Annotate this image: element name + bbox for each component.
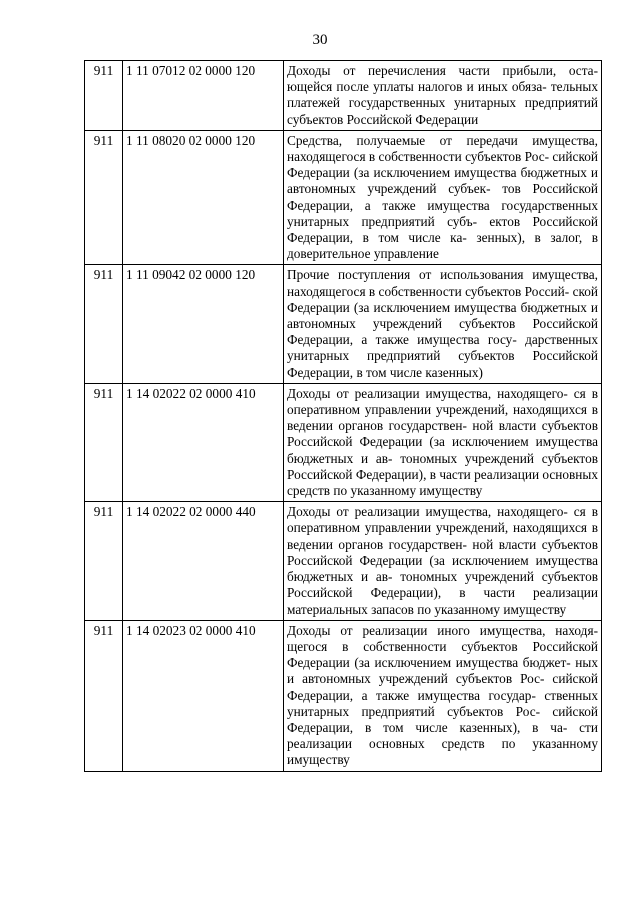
table-row xyxy=(85,265,602,383)
revenue-codes-table xyxy=(84,60,602,772)
description-line: ственных унитарных предприятий субъектов Рос- xyxy=(287,687,598,719)
description-line: тономных учреждений субъектов Российской xyxy=(287,569,598,601)
description-line: находящегося в собственности субъектов Россий- xyxy=(287,283,570,299)
description-line: ектов Российской Федерации, в том числе ка- xyxy=(287,213,598,246)
description-line: зенных), в залог, в доверительное управление xyxy=(287,230,598,262)
description-line: ной власти субъектов Российской Федерации xyxy=(287,536,598,568)
description-line: имуществу xyxy=(287,752,350,768)
description-line: ных и автономных учреждений субъектов Рос- xyxy=(287,655,598,687)
administrator-code-cell: 911 xyxy=(85,61,123,131)
description-line: сийской Федерации (за исключением имущества xyxy=(287,149,598,181)
description-line: (за исключением имущества бюджетных и ав- xyxy=(287,434,599,466)
table-body xyxy=(85,61,602,772)
table-row xyxy=(85,383,602,501)
description-line: ной власти субъектов Российской Федерации xyxy=(287,418,598,450)
description-line: дарственных унитарных предприятий субъектов xyxy=(287,332,599,364)
description-line: Средства, получаемые от передачи имущества, xyxy=(287,132,598,148)
revenue-code-cell: 1 11 08020 02 0000 120 xyxy=(123,130,284,265)
description-line: находящихся в ведении органов государствен- xyxy=(287,402,598,434)
revenue-code-cell: 1 11 07012 02 0000 120 xyxy=(123,61,284,131)
revenue-description-cell xyxy=(284,620,602,771)
description-line: Российской Федерации, а также имущества госу- xyxy=(287,316,598,348)
description-line: щегося в собственности субъектов Российской xyxy=(287,638,598,654)
description-line: ской Федерации (за исключением имущества xyxy=(287,283,599,315)
description-line: Доходы от реализации имущества, находящего- xyxy=(287,385,568,401)
revenue-description-cell xyxy=(284,61,602,131)
revenue-code-cell: 1 14 02023 02 0000 410 xyxy=(123,620,284,771)
description-line: предприятий субъектов Российской Федерации xyxy=(287,95,598,127)
description-line: государственных унитарных предприятий субъ- xyxy=(287,197,598,229)
administrator-code-cell: 911 xyxy=(85,383,123,501)
revenue-code-cell: 1 14 02022 02 0000 440 xyxy=(123,502,284,620)
description-line: ся в оперативном управлении учреждений, xyxy=(287,385,598,418)
table-row xyxy=(85,61,602,131)
description-line: Прочие поступления от использования имущества, xyxy=(287,267,598,283)
description-line: Федерации), в части реализации материальных xyxy=(287,585,598,617)
description-line: тономных учреждений субъектов Российской xyxy=(287,450,598,482)
administrator-code-cell: 911 xyxy=(85,265,123,383)
description-line: тельных платежей государственных унитарных xyxy=(287,79,598,111)
administrator-code-cell: 911 xyxy=(85,130,123,265)
description-line: находящихся в ведении органов государствен- xyxy=(287,520,598,552)
revenue-description-cell xyxy=(284,502,602,620)
description-line: Доходы от перечисления части прибыли, оста- xyxy=(287,63,598,78)
table-row xyxy=(85,502,602,620)
table-row xyxy=(85,620,602,771)
administrator-code-cell: 911 xyxy=(85,502,123,620)
description-line: ся в оперативном управлении учреждений, xyxy=(287,504,598,536)
description-line: ющейся после уплаты налогов и иных обяза- xyxy=(287,79,547,95)
revenue-description-cell xyxy=(284,130,602,265)
description-line: средств по указанному имуществу xyxy=(287,483,483,499)
page-number: 30 xyxy=(312,32,328,48)
revenue-code-cell: 1 11 09042 02 0000 120 xyxy=(123,265,284,383)
revenue-description-cell xyxy=(284,383,602,501)
table-row xyxy=(85,130,602,265)
description-line: запасов по указанному имуществу xyxy=(371,601,567,617)
description-line: сти реализации основных средств по указанному xyxy=(287,719,598,752)
description-line: Федерации (за исключением имущества бюджет- xyxy=(287,655,571,671)
revenue-description-cell xyxy=(284,265,602,383)
revenue-code-cell: 1 14 02022 02 0000 410 xyxy=(123,383,284,501)
administrator-code-cell: 911 xyxy=(85,620,123,771)
description-line: Федерации), в части реализации основных xyxy=(355,466,599,482)
description-line: Российской Федерации, в том числе казенных) xyxy=(287,348,598,380)
description-line: находящегося в собственности субъектов Рос- xyxy=(287,149,550,165)
description-line: сийской Федерации, а также имущества государ- xyxy=(287,671,599,703)
description-line: сийской Федерации, в том числе казенных), в ча- xyxy=(287,703,598,735)
description-line: бюджетных и автономных учреждений субъектов xyxy=(287,299,598,332)
description-line: бюджетных и автономных учреждений субъек- xyxy=(287,165,598,197)
description-line: (за исключением имущества бюджетных и ав- xyxy=(287,552,599,585)
description-line: тов Российской Федерации, а также имущества xyxy=(287,181,598,213)
description-line: Доходы от реализации имущества, находящего- xyxy=(287,504,568,520)
description-line: Доходы от реализации иного имущества, находя- xyxy=(287,622,598,638)
